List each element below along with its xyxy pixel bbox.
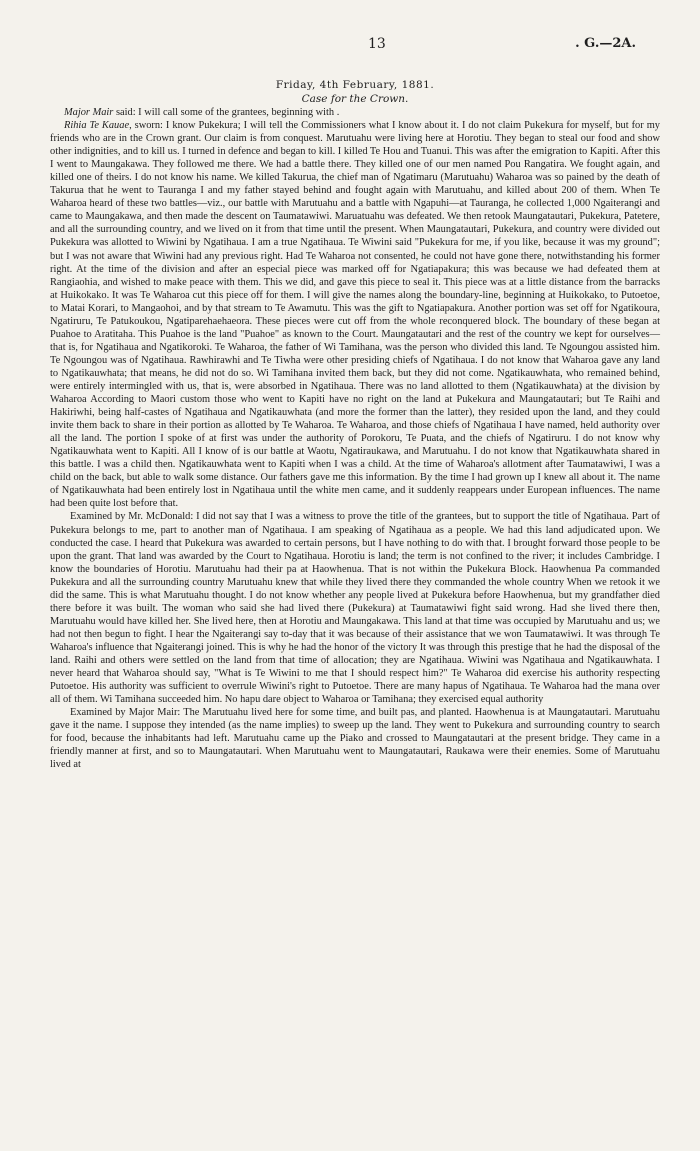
paragraph-text: Examined by Major Mair: The Marutuahu lived here for some time, and built pas, and planted. Haowhenua is at Maungatautari. Marutuahu gave it the name. I suppose they intended (as the name implies) to sweep up the land. They went to Pukekura and surrounding country to search for food, because the inhabitants had left. Marutuahu came up the Piako and crossed to Maungatautari at the present bridge. They came in a friendly manner at first, and so to Maungatautari. When Marutuahu went to Maungatautari, Raukawa were their enemies. Some of Marutuahu lived at xyxy=(50,707,660,771)
case-heading: Case for the Crown. xyxy=(301,93,409,105)
paragraph-text: said: I will call some of the grantees, beginning with . xyxy=(113,107,340,118)
paragraph xyxy=(50,510,660,706)
paragraph xyxy=(50,106,660,119)
paragraph xyxy=(50,119,660,510)
paragraph-text: , sworn: I know Pukekura; I will tell the Commissioners what I know about it. I do not claim Pukekura for myself, but for my friends who are in the Crown grant. Our claim is from conquest. Marutuahu were living here at Horotiu. They began to steal our food and show other indignities, and to kill us. I turned in defence and began to kill. I killed Te Hou and Tuanui. This was after the emigration to Kapiti. After this I went to Maungakawa. They followed me there. We had a battle there. They killed one of our men named Pou Rangatira. We fought again, and killed one of theirs. I do not know his name. We killed Takurua, the chief man of Ngatimaru (Marutuahu) Waharoa was so pained by the death of Takurua that he went to Tauranga I and my father stayed behind and fought again with Marutuahu, and killed about 200 of them. When Te Waharoa heard of these two battles—viz., our battle with Marutuahu and a battle with Ngapuhi—at Tauranga, he collected 1,000 Ngaiterangi and came to Maungakawa, and then made the descent on Taumatawiwi. Maruatuahu was defeated. We then retook Maungatautari, Pukekura, Patetere, and all the surrounding country, and we lived on it from that time until the present. When Maungatautari, Pukekura, and country were divided out Pukekura was allotted to Wiwini by Ngatihaua. I am a true Ngatihaua. Te Wiwini said "Pukekura for me, if you like, because it was my ground"; but I was not aware that Wiwini had any previous right. Had Te Waharoa not consented, he could not have gone there, notwithstanding his former right. At the time of the division and after an especial piece was marked off for Ngatiapakura; this was because we had defeated them at Rangiaohia, and wished to make peace with them. This we did, and gave this piece to seal it. This piece was at a little distance from the barracks at Huikokako. It was Te Waharoa cut this piece off for them. I will give the names along the boundary-line, beginning at Huikokako, to Putoetoe, to Matai Korari, to Mangaohoi, and by that stream to Te Awamutu. This was the gift to Ngatiapakura. Another portion was set off for Ngatikoura, Ngatiruru, Te Patukoukou, Ngatiparehaehaeora. These pieces were cut off from the whole reconquered block. The boundary of these began at Puahoe to Aratitaha. This Puahoe is the land "Puahoe" as known to the Court. Maungatautari and the rest of the country we kept for ourselves—that is, for Ngatihaua and Ngatikoroki. Te Waharoa, the father of Wi Tamihana, was the person who divided this land. Te Ngoungou assisted him. Te Ngoungou was of Ngatihaua. Rawhirawhi and Te Tiwha were other presiding chiefs of Ngatihaua. I do not know that Waharoa gave any land to Ngatikauwhata; that means, he did not do so. Wi Tamihana invited them back, but they did not come. Ngatikauwhata, who remained behind, were entirely intermingled with us, that is, were absorbed in Ngatihaua. There was no land allotted to them (Ngatikauwhata) at the division by Waharoa According to Maori custom those who went to Kapiti have no right on the land at Pukekura and Maungatautari; but Te Raihi and Hakiriwhi, being half-castes of Ngatihaua and Ngatikauwhata (and more the former than the latter), they resided upon the land, and they could invite them back to share in their portion as allotted by Te Waharoa. Te Waharoa, and those chiefs of Ngatihaua I have named, held authority over all the land. The portion I spoke of at first was under the authority of Porokoru, Te Puata, and the chiefs of Ngatiruru. I do not know why Ngatikauwhata went to Kapiti. All I know of is our battle at Waotu, Ngatiraukawa, and Marutuahu. I do not know that Ngatikauwhata shared in this battle. I was a child then. Ngatikauwhata went to Kapiti when I was a child. At the time of Waharoa's allotment after Taumatawiwi, I was a child on the back, but able to walk some distance. Our fathers gave me this information. By the time I had grown up I knew all about it. The name of Ngatikauwhata had been entirely lost in Ngatihaua until the white men came, and it suddenly reappears under European influences. The name had been quite lost before that. xyxy=(50,120,660,510)
dateline: Friday, 4th February, 1881. xyxy=(275,79,435,91)
paragraph xyxy=(50,706,660,771)
speaker-name: Major Mair xyxy=(64,107,114,118)
page-number: 13 xyxy=(368,36,386,52)
page-header xyxy=(50,0,660,62)
paragraph-text: Examined by Mr. McDonald: I did not say that I was a witness to prove the title of the grantees, but to support the title of Ngatihaua. Part of Pukekura belongs to me, part to another man of Ngatihaua. I am speaking of Ngatihaua as a people. We had this land adjudicated upon. We conducted the case. I heard that Pukekura was awarded to certain persons, but I have nothing to do with that. I brought forward those people to be upon the grant. That land was awarded by the Court to Ngatihaua. Horotiu is land; the term is not confined to the river; it includes Cambridge. I know the boundaries of Horotiu. Marutuahu had their pa at Haowhenua. That is not within the Pukekura Block. Haowhenua Pa commanded Pukekura and all the surrounding country Marutuahu knew that while they lived there they commanded the whole country When we retook it we did the same. This is what Marutuahu thought. I do not know whether any people lived at Pukekura before Haowhenua, but my grandfather died there before it was built. The woman who said she had lived there (Pukekura) at Taumatawiwi fight said wrong. Had she lived there then, Marutuahu would have killed her. She lived here, then at Horotiu and Maungakawa. This land at that time was occupied by Marutuahu and us; we had not then begun to fight. I hear the Ngaiterangi say to-day that it was because of their assistance that we won Taumatawiwi. It was through Te Waharoa's influence that Ngaiterangi joined. This is why he had the honor of the victory It was through this prestige that he had the disposal of the land. Raihi and others were settled on the land from that time of allocation; they are Ngatihaua. Wiwini was Ngatihaua and Ngatikauwhata. I never heard that Waharoa should say, "What is Te Wiwini to me that I should respect him?" Te Waharoa did exercise his authority respecting Putoetoe. His authority was sufficient to overrule Wiwini's right to Putoetoe. There are many hapus of Ngatihaua. Te Waharoa had the mana over all of them. Wi Tamihana succeeded him. No hapu dare object to Waharoa or Tamihana; they exercised equal authority xyxy=(50,511,660,706)
document-body xyxy=(50,106,660,771)
speaker-name: Rihia Te Kauae xyxy=(64,120,130,132)
document-reference: . G.—2A. xyxy=(575,36,636,51)
